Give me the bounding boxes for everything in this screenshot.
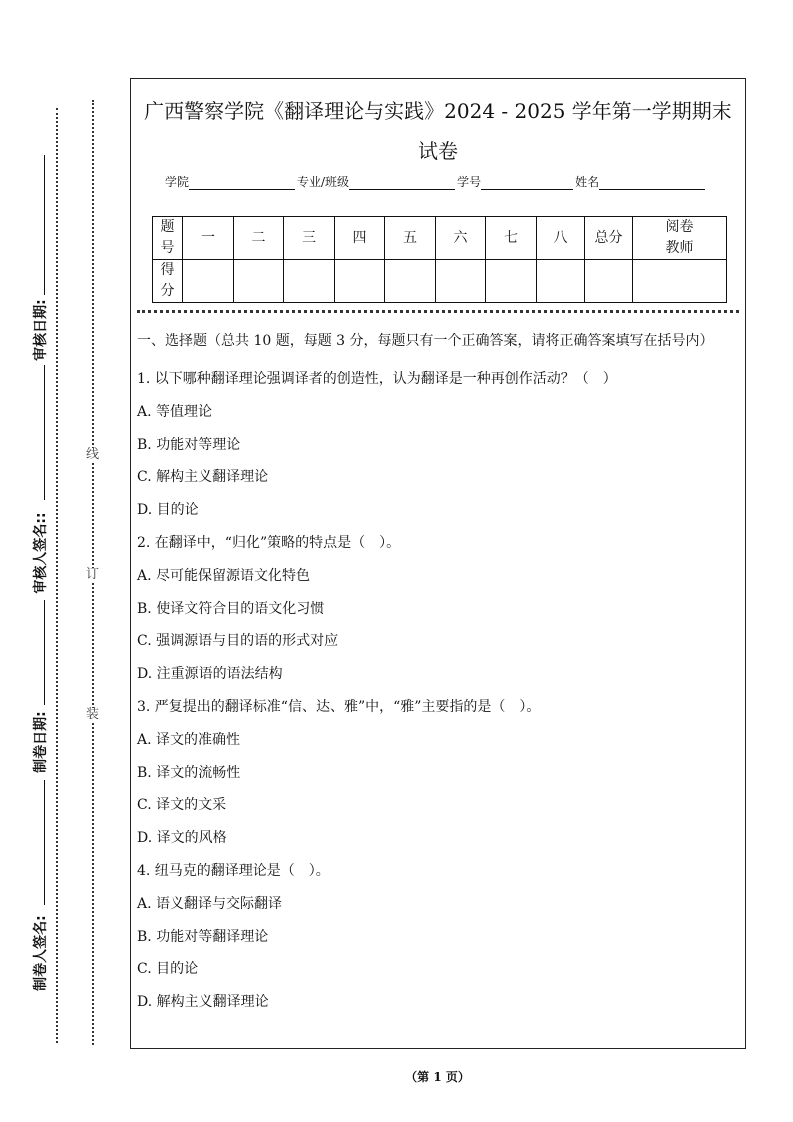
answer-option: C. 解构主义翻译理论 <box>137 469 269 486</box>
table-header-cell: 七 <box>486 217 537 260</box>
table-header-cell: 六 <box>436 217 486 260</box>
title-line: 试卷 <box>418 139 458 163</box>
answer-option: C. 译文的文采 <box>137 797 227 814</box>
question-list <box>137 363 737 1019</box>
college-field[interactable] <box>189 175 295 190</box>
answer-option: C. 目的论 <box>137 961 199 978</box>
question-text: 4. 纽马克的翻译理论是（ ）。 <box>137 862 330 879</box>
answer-option: B. 功能对等翻译理论 <box>137 928 269 945</box>
binding-mark: 线 <box>86 447 100 462</box>
major-class-field[interactable] <box>349 175 455 190</box>
score-cell[interactable] <box>537 260 585 303</box>
score-cell[interactable] <box>335 260 385 303</box>
table-header-cell: 四 <box>335 217 385 260</box>
answer-option: B. 功能对等理论 <box>137 436 241 453</box>
reviewer-signature-label: 审核人签名:: <box>33 512 49 594</box>
student-info <box>165 173 707 190</box>
review-date-label: 审核日期: <box>33 299 49 361</box>
question-text: 2. 在翻译中，“归化”策略的特点是（ ）。 <box>137 534 401 551</box>
table-header-cell: 总分 <box>585 217 633 260</box>
name-label: 姓名 <box>575 175 600 189</box>
answer-option: A. 语义翻译与交际翻译 <box>137 895 283 912</box>
signature-line <box>44 780 45 905</box>
score-cell[interactable] <box>284 260 335 303</box>
table-header-cell: 三 <box>284 217 335 260</box>
table-header-cell: 二 <box>234 217 284 260</box>
page-number: （第 1 页） <box>405 1070 470 1084</box>
score-cell[interactable] <box>486 260 537 303</box>
answer-option: A. 译文的准确性 <box>137 731 241 748</box>
answer-option: B. 译文的流畅性 <box>137 764 241 781</box>
table-header-cell: 一 <box>183 217 234 260</box>
score-cell[interactable] <box>385 260 436 303</box>
table-header-cell: 八 <box>537 217 585 260</box>
answer-option: D. 注重源语的语法结构 <box>137 666 283 683</box>
score-cell[interactable] <box>234 260 284 303</box>
exam-frame <box>130 78 746 1049</box>
answer-option: D. 译文的风格 <box>137 830 227 847</box>
title-line: 广西警察学院《翻译理论与实践》2024 - 2025 学年第一学期期末 <box>144 99 732 123</box>
binding-mark: 订 <box>86 567 100 582</box>
dotted-line <box>56 108 58 1043</box>
answer-option: D. 目的论 <box>137 502 199 519</box>
signature-line <box>44 155 45 295</box>
student-id-label: 学号 <box>457 175 482 189</box>
answer-option: B. 使译文符合目的语文化习惯 <box>137 600 325 617</box>
exam-title <box>131 91 745 171</box>
table-header-cell: 阅卷教师 <box>633 217 727 260</box>
table-row <box>153 217 727 260</box>
answer-option: A. 等值理论 <box>137 403 213 420</box>
question-text: 3. 严复提出的翻译标准“信、达、雅”中，“雅”主要指的是（ ）。 <box>137 698 541 715</box>
table-header-cell: 题号 <box>153 217 183 260</box>
score-cell[interactable] <box>633 260 727 303</box>
paper-date-label: 制卷日期: <box>33 711 49 773</box>
name-field[interactable] <box>599 175 705 190</box>
table-header-cell: 五 <box>385 217 436 260</box>
student-id-field[interactable] <box>481 175 573 190</box>
binding-mark: 装 <box>86 707 100 722</box>
question-section <box>137 330 737 1019</box>
major-class-label: 专业/班级 <box>297 175 350 189</box>
dotted-separator <box>137 310 739 313</box>
question-text: 1. 以下哪种翻译理论强调译者的创造性，认为翻译是一种再创作活动？（ ） <box>137 371 617 387</box>
signature-line <box>44 365 45 500</box>
signature-line <box>44 600 45 705</box>
score-cell[interactable] <box>436 260 486 303</box>
score-cell[interactable] <box>585 260 633 303</box>
paper-maker-signature-label: 制卷人签名: <box>33 915 49 991</box>
answer-option: D. 解构主义翻译理论 <box>137 994 269 1011</box>
score-cell[interactable] <box>183 260 234 303</box>
table-row <box>153 260 727 303</box>
answer-option: A. 尽可能保留源语文化特色 <box>137 567 311 584</box>
score-table <box>152 216 727 303</box>
table-row-label: 得分 <box>153 260 183 303</box>
college-label: 学院 <box>165 175 190 189</box>
answer-option: C. 强调源语与目的语的形式对应 <box>137 633 339 650</box>
section-heading: 一、选择题（总共 10 题，每题 3 分，每题只有一个正确答案，请将正确答案填写在括号内） <box>137 333 714 349</box>
